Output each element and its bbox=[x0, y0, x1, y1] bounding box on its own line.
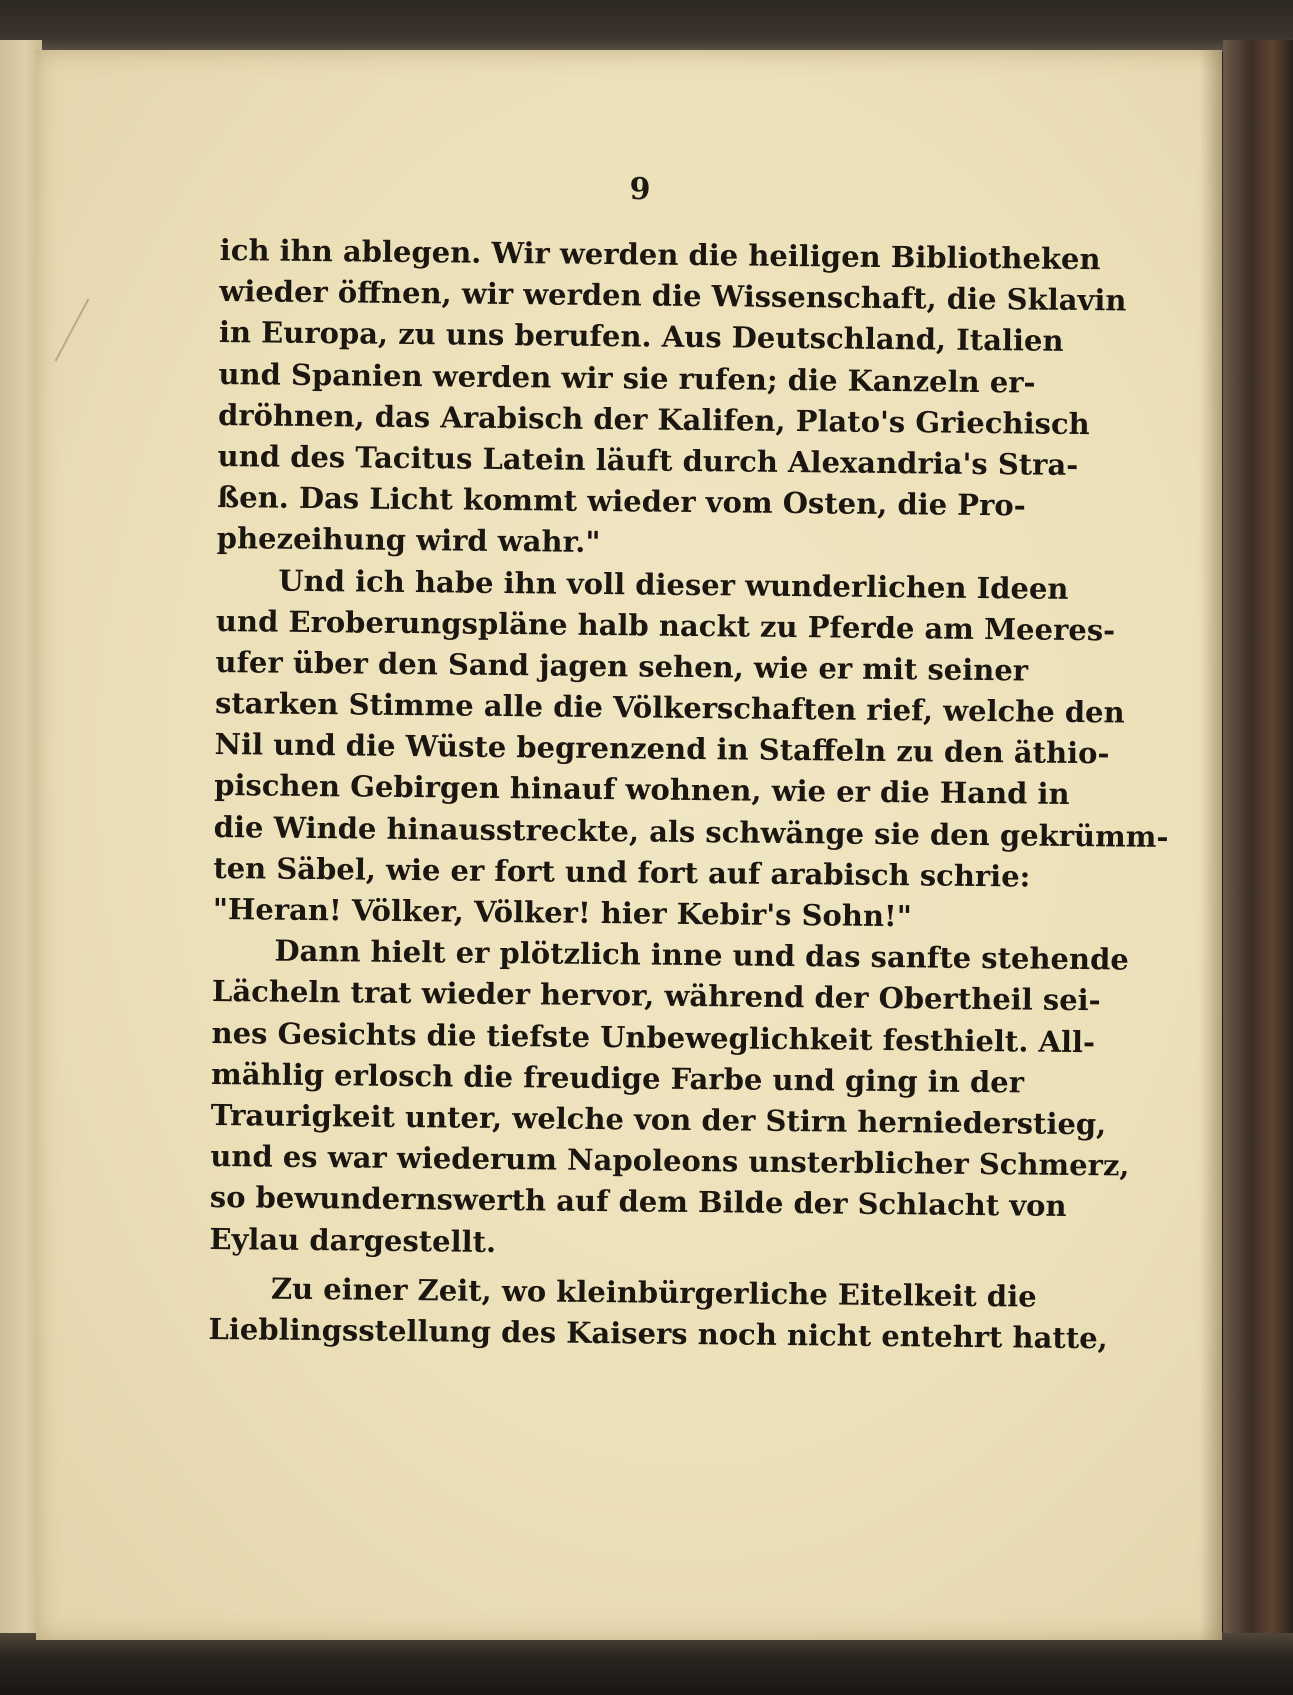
paper-fiber-mark bbox=[55, 299, 90, 362]
text-line: phezeihung wird wahr." bbox=[216, 521, 601, 560]
text-line: ten Säbel, wie er fort und fort auf arabisch schrie: bbox=[213, 850, 1031, 894]
text-line: Und ich habe ihn voll dieser wunderlichen Ideen bbox=[278, 563, 1069, 606]
text-line: Zu einer Zeit, wo kleinbürgerliche Eitelkeit die bbox=[270, 1271, 1037, 1314]
text-line: Dann hielt er plötzlich inne und das sanfte stehende bbox=[274, 933, 1129, 977]
text-line: ßen. Das Licht kommt wieder vom Osten, die Pro- bbox=[217, 480, 1026, 523]
text-line: "Heran! Völker, Völker! hier Kebir's Sohn!" bbox=[212, 891, 913, 934]
text-line: Lächeln trat wieder hervor, während der Obertheil sei- bbox=[211, 974, 1101, 1018]
text-line: mählig erlosch die freudige Farbe und ging in der bbox=[210, 1056, 1025, 1100]
text-line: wieder öffnen, wir werden die Wissenschaft, die Sklavin bbox=[219, 274, 1127, 318]
text-line: und es war wiederum Napoleons unsterblicher Schmerz, bbox=[210, 1139, 1130, 1183]
paragraph bbox=[209, 930, 1130, 1268]
body-text bbox=[208, 230, 1169, 1358]
paragraph bbox=[208, 1268, 1108, 1359]
page-number: 9 bbox=[629, 172, 651, 207]
text-line: und des Tacitus Latein läuft durch Alexandria's Stra- bbox=[217, 438, 1079, 482]
text-line: so bewundernswerth auf dem Bilde der Schlacht von bbox=[209, 1180, 1067, 1224]
page-gutter-shadow bbox=[1200, 50, 1222, 1640]
text-line: dröhnen, das Arabisch der Kalifen, Plato's Griechisch bbox=[217, 397, 1090, 441]
text-line: ich ihn ablegen. Wir werden die heiligen Bibliotheken bbox=[219, 232, 1101, 277]
text-line: und Eroberungspläne halb nackt zu Pferde am Meeres- bbox=[215, 603, 1116, 648]
text-line: Traurigkeit unter, welche von der Stirn herniederstieg, bbox=[210, 1097, 1107, 1142]
text-line: ufer über den Sand jagen sehen, wie er mit seiner bbox=[215, 644, 1029, 688]
text-line: Nil und die Wüste begrenzend in Staffeln zu den äthio- bbox=[214, 727, 1110, 771]
text-line: die Winde hinausstreckte, als schwänge sie den gekrümm- bbox=[213, 809, 1169, 854]
book-cover-top-edge bbox=[0, 0, 1293, 52]
text-line: starken Stimme alle die Völkerschaften rief, welche den bbox=[214, 686, 1125, 730]
text-line: und Spanien werden wir sie rufen; die Kanzeln er- bbox=[218, 356, 1036, 400]
text-line: nes Gesichts die tiefste Unbeweglichkeit festhielt. All- bbox=[211, 1015, 1096, 1059]
book-cover-spine-edge bbox=[1223, 40, 1293, 1650]
text-line: Eylau dargestellt. bbox=[209, 1221, 497, 1259]
text-line: pischen Gebirgen hinauf wohnen, wie er die Hand in bbox=[214, 768, 1070, 812]
paragraph bbox=[216, 230, 1127, 568]
book-cover-bottom-edge bbox=[0, 1633, 1293, 1695]
text-line: in Europa, zu uns berufen. Aus Deutschland, Italien bbox=[218, 315, 1064, 359]
text-line: Lieblingsstellung des Kaisers noch nicht entehrt hatte, bbox=[208, 1311, 1108, 1356]
paragraph bbox=[212, 559, 1169, 938]
